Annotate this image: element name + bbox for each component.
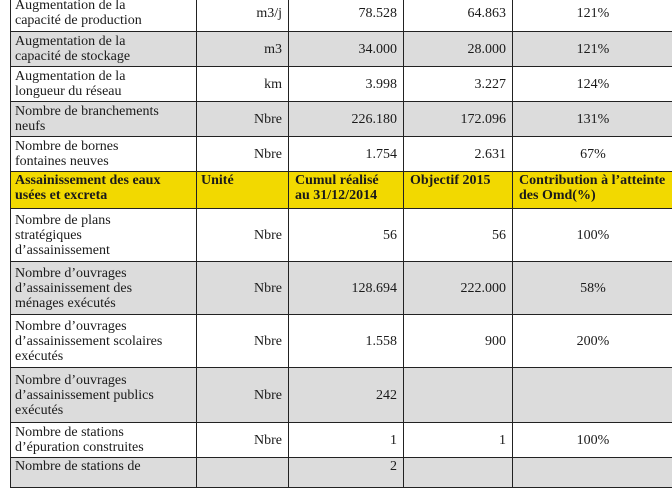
objectif-cell: 3.227 [404,67,513,102]
contribution-cell: 100% [513,423,672,458]
indicator-label: Nombre de stations de [11,458,197,488]
contribution-cell [513,458,672,488]
unit-cell: km [197,67,289,102]
contribution-cell: 121% [513,0,672,32]
unit-cell: Nbre [197,368,289,423]
cumul-cell: 3.998 [289,67,404,102]
contribution-cell: 100% [513,209,672,262]
objectif-cell: 900 [404,315,513,368]
indicator-label: Augmentation de la longueur du réseau [11,67,197,102]
table-row [11,67,672,102]
table-row [11,0,672,32]
contribution-cell: 200% [513,315,672,368]
unit-cell: Nbre [197,262,289,315]
cumul-cell: 34.000 [289,32,404,67]
table-row [11,102,672,137]
unit-cell: Nbre [197,315,289,368]
table-row [11,315,672,368]
section-header-row [11,172,672,209]
cumul-cell: 226.180 [289,102,404,137]
unit-cell: m3 [197,32,289,67]
unit-cell: m3/j [197,0,289,32]
indicator-label: Nombre d’ouvrages d’assainissement des ménages exécutés [11,262,197,315]
unit-cell: Nbre [197,209,289,262]
cumul-cell: 242 [289,368,404,423]
indicator-label: Nombre d’ouvrages d’assainissement scolaires exécutés [11,315,197,368]
cumul-cell: 1.754 [289,137,404,172]
omd-indicators-table [10,0,672,488]
indicator-label: Augmentation de la capacité de production [11,0,197,32]
indicator-label: Nombre d’ouvrages d’assainissement publics exécutés [11,368,197,423]
cumul-cell: 128.694 [289,262,404,315]
table-row [11,209,672,262]
cumul-cell: 1.558 [289,315,404,368]
unit-cell [197,458,289,488]
table-row [11,32,672,67]
objectif-cell: 56 [404,209,513,262]
objectif-cell: 1 [404,423,513,458]
table-row [11,458,672,488]
cumul-cell: 56 [289,209,404,262]
cumul-cell: 1 [289,423,404,458]
objectif-cell: 64.863 [404,0,513,32]
unit-cell: Nbre [197,423,289,458]
objectif-cell [404,458,513,488]
objectif-cell [404,368,513,423]
indicator-label: Augmentation de la capacité de stockage [11,32,197,67]
header-unit: Unité [197,172,289,209]
unit-cell: Nbre [197,137,289,172]
objectif-cell: 172.096 [404,102,513,137]
objectif-cell: 2.631 [404,137,513,172]
contribution-cell: 58% [513,262,672,315]
indicator-label: Nombre de bornes fontaines neuves [11,137,197,172]
indicator-label: Nombre de plans stratégiques d’assainissement [11,209,197,262]
contribution-cell: 124% [513,67,672,102]
header-category: Assainissement des eaux usées et excreta [11,172,197,209]
objectif-cell: 28.000 [404,32,513,67]
objectif-cell: 222.000 [404,262,513,315]
cumul-cell: 2 [289,458,404,488]
contribution-cell: 131% [513,102,672,137]
table-row [11,137,672,172]
cumul-cell: 78.528 [289,0,404,32]
header-cumul: Cumul réalisé au 31/12/2014 [289,172,404,209]
table-row [11,368,672,423]
contribution-cell: 121% [513,32,672,67]
table-row [11,262,672,315]
indicator-label: Nombre de stations d’épuration construites [11,423,197,458]
header-contribution: Contribution à l’atteinte des Omd(%) [513,172,672,209]
contribution-cell: 67% [513,137,672,172]
unit-cell: Nbre [197,102,289,137]
contribution-cell [513,368,672,423]
indicator-label: Nombre de branchements neufs [11,102,197,137]
header-objectif: Objectif 2015 [404,172,513,209]
table-row [11,423,672,458]
